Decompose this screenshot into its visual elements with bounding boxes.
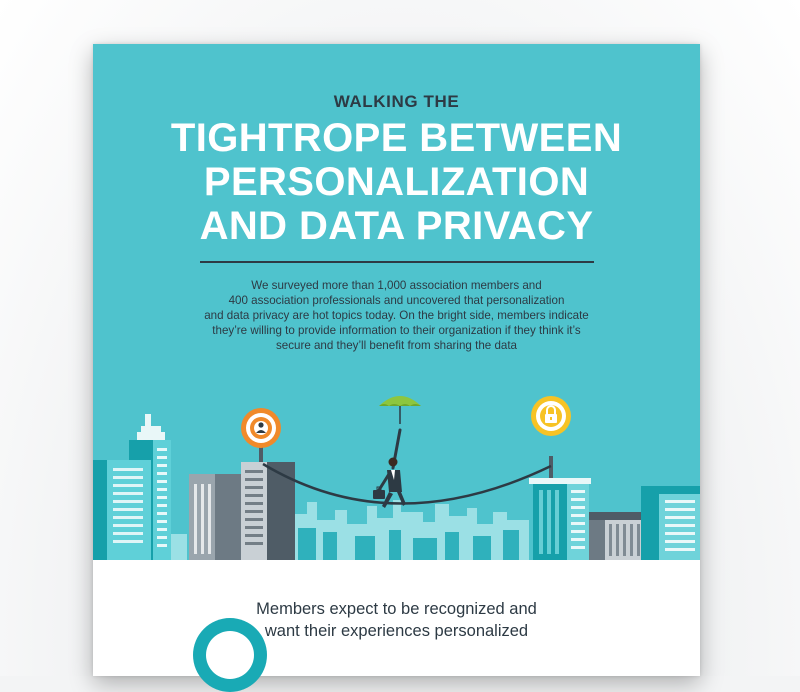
intro-line-1: We surveyed more than 1,000 association members and bbox=[251, 279, 542, 292]
businessman-figure bbox=[373, 430, 406, 508]
divider bbox=[200, 261, 594, 263]
hero-section bbox=[93, 44, 700, 560]
left-low-building bbox=[93, 460, 151, 560]
headline-line-3: AND DATA PRIVACY bbox=[199, 204, 594, 248]
city-tightrope-illustration bbox=[93, 374, 700, 560]
tightrope bbox=[263, 464, 551, 504]
right-edge-building bbox=[641, 486, 700, 560]
headline-line-2: PERSONALIZATION bbox=[203, 160, 590, 204]
section-heading-line-2: want their experiences personalized bbox=[264, 622, 529, 640]
section-heading bbox=[93, 598, 700, 642]
headline-line-1: TIGHTROPE BETWEEN bbox=[170, 116, 623, 160]
section-heading-line-1: Members expect to be recognized and bbox=[256, 600, 537, 618]
target-person-icon bbox=[241, 408, 281, 448]
infographic-page bbox=[93, 44, 700, 676]
intro-paragraph bbox=[183, 278, 610, 353]
padlock-icon bbox=[531, 396, 571, 436]
intro-line-4: they’re willing to provide information to their organization if they think it’s bbox=[212, 324, 581, 337]
umbrella-icon bbox=[379, 396, 421, 424]
small-building bbox=[171, 534, 187, 560]
intro-line-2: 400 association professionals and uncovered that personalization bbox=[228, 294, 565, 307]
kicker-text: WALKING THE bbox=[333, 92, 460, 111]
intro-line-5: secure and they’ll benefit from sharing the data bbox=[275, 339, 518, 352]
headline bbox=[93, 116, 700, 248]
intro-line-3: and data privacy are hot topics today. On the bright side, members indicate bbox=[204, 309, 589, 322]
stat-circle-inner bbox=[206, 631, 254, 679]
left-gray-buildings bbox=[189, 446, 295, 560]
